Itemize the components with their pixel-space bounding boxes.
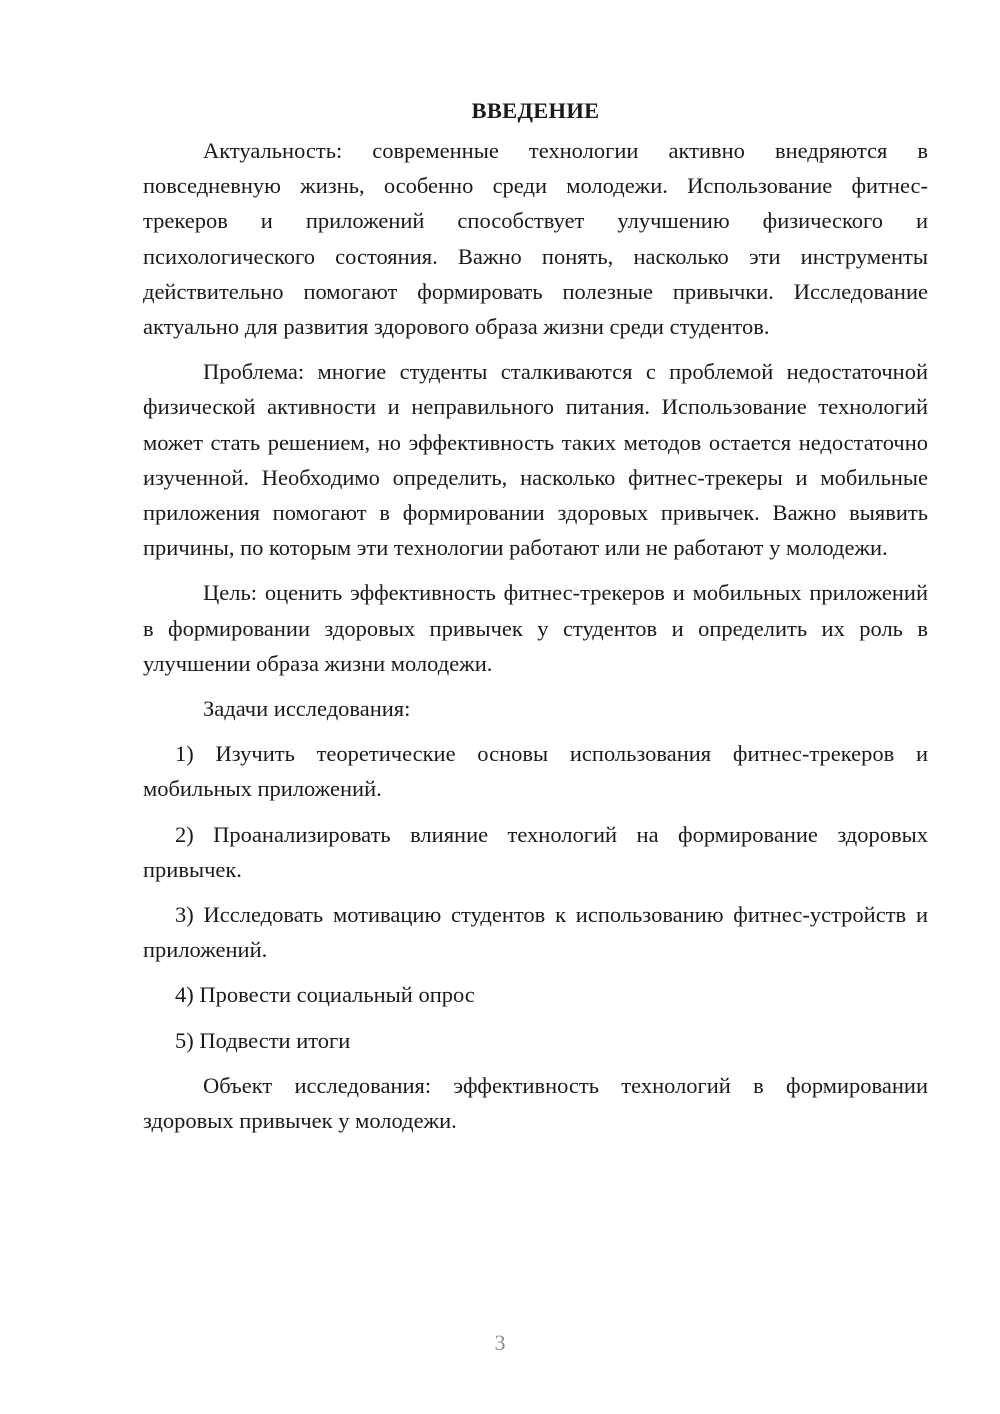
task-item: 4) Провести социальный опрос	[175, 982, 475, 1008]
task-item: 5) Подвести итоги	[175, 1027, 351, 1053]
task-item: 1) Изучить теоретические основы использования фитнес-трекеров и мобильных приложений.	[143, 741, 928, 802]
document-title: ВВЕДЕНИЕ	[471, 98, 600, 123]
task-item: 3) Исследовать мотивацию студентов к использованию фитнес-устройств и приложений.	[143, 902, 928, 963]
tasks-heading: Задачи исследования:	[203, 696, 411, 722]
object-paragraph: Объект исследования: эффективность технологий в формировании здоровых привычек у молодежи.	[143, 1072, 928, 1134]
goal-paragraph: Цель: оценить эффективность фитнес-трекеров и мобильных приложений в формировании здоровых привычек у студентов и определить их роль в улучшении образа жизни молодежи.	[143, 580, 928, 676]
document-page	[143, 92, 928, 1148]
problem-paragraph: Проблема: многие студенты сталкиваются с проблемой недостаточной физической активности и неправильного питания. Использование технологий может стать решением, но эффективность таких методов остается недостаточно изученной. Необходимо определить, насколько фитнес-трекеры и мобильные приложения помогают в формировании здоровых привычек. Важно выявить причины, по которым эти технологии работают или не работают у молодежи.	[143, 359, 928, 561]
page-number: 3	[494, 1330, 506, 1355]
relevance-paragraph: Актуальность: современные технологии активно внедряются в повседневную жизнь, особенно среди молодежи. Использование фитнес-трекеров и приложений способствует улучшению физического и психологического состояния. Важно понять, насколько эти инструменты действительно помогают формировать полезные привычки. Исследование актуально для развития здорового образа жизни среди студентов.	[143, 138, 928, 340]
task-item: 2) Проанализировать влияние технологий на формирование здоровых привычек.	[143, 821, 928, 882]
